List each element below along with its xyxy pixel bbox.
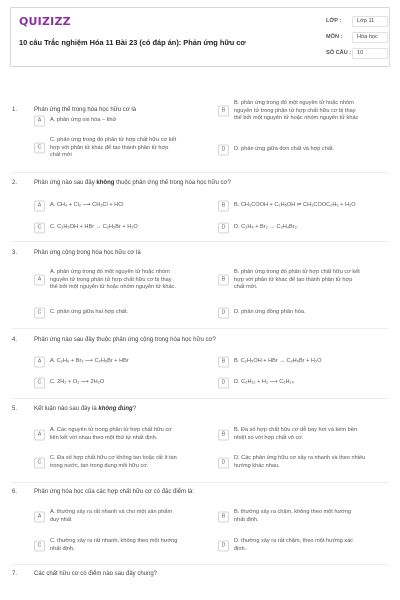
question-text: Các chất hữu cơ có điểm nào sau đây chung?	[34, 571, 158, 577]
option-text: D. phản ứng đồng phân hóa.	[234, 309, 306, 315]
option-badge: A	[34, 201, 45, 212]
option-text: A. phản ứng oxi hóa – khử	[50, 117, 117, 123]
question-number: 5.	[12, 406, 18, 412]
option-text-line: C. Đa số hợp chất hữu cơ không tan hoặc rất ít tan	[50, 455, 177, 461]
option-d[interactable]	[218, 223, 390, 233]
option-b[interactable]	[218, 509, 390, 524]
option-badge: B	[218, 106, 229, 117]
question-text: Kết luận nào sau đây là không đúng?	[34, 406, 137, 412]
question-divider	[12, 482, 388, 483]
option-b[interactable]	[218, 201, 390, 211]
option-c[interactable]	[34, 223, 214, 233]
option-text-line: chất mới.	[234, 284, 258, 290]
option-text-line: chất mới	[50, 152, 72, 158]
option-c[interactable]	[34, 378, 214, 388]
question-number: 1.	[12, 107, 18, 113]
quizizz-logo: QUIZIZZ	[19, 15, 71, 28]
option-d[interactable]	[218, 455, 390, 470]
option-c[interactable]	[34, 308, 214, 318]
option-text: C. 2H₂ + O₂ ⟶ 2H₂O	[50, 379, 105, 385]
meta-subject	[326, 34, 388, 48]
option-a[interactable]	[34, 116, 214, 126]
meta-count-value: 10	[352, 48, 388, 59]
option-text-line: trong nước, tan trong dung môi hữu cơ.	[50, 462, 149, 469]
option-text-line: nguyên tử trong phân tử hợp chất hữu cơ bị thay	[50, 276, 172, 283]
option-text-line: liên kết với nhau theo một thứ tự nhất định.	[50, 434, 158, 441]
question-text: Phản ứng cộng trong hóa học hữu cơ là	[34, 250, 141, 256]
option-badge: B	[218, 201, 229, 212]
option-b[interactable]	[218, 100, 390, 122]
option-text-line: A. phản ứng trong đó một nguyên tử hoặc nhóm	[50, 269, 170, 275]
option-d[interactable]	[218, 378, 390, 388]
worksheet-title: 10 câu Trắc nghiệm Hóa 11 Bài 23 (có đáp án): Phản ứng hữu cơ	[19, 38, 246, 47]
question-text: Phản ứng nào sau đây thuộc phản ứng cộng trong hóa học hữu cơ?	[34, 337, 216, 343]
option-a[interactable]	[34, 201, 214, 211]
option-text: B. CH₃COOH + C₂H₅OH ⇌ CH₃COOC₂H₅ + H₂O	[234, 202, 356, 208]
meta-count-label: SỐ CÂU :	[326, 50, 352, 56]
option-badge: D	[218, 540, 229, 551]
option-text: D. phản ứng giữa đơn chất và hợp chất.	[234, 146, 335, 152]
option-b[interactable]	[218, 357, 390, 367]
option-c[interactable]	[34, 538, 214, 553]
option-text-line: B. Đa số hợp chất hữu cơ dễ bay hơi và kém bền	[234, 427, 357, 433]
option-a[interactable]	[34, 509, 214, 524]
option-badge: A	[34, 275, 45, 286]
option-text-line: thế bởi một nguyên tử hoặc nhóm nguyên tử khác.	[50, 284, 176, 290]
option-badge: D	[218, 457, 229, 468]
option-text-line: B. thường xảy ra chậm, không theo một hướng	[234, 509, 352, 515]
option-text-line: B. phản ứng trong đó một nguyên tử hoặc nhóm	[234, 100, 354, 106]
meta-class-value: Lớp 11	[352, 16, 388, 27]
option-d[interactable]	[218, 538, 390, 553]
question-divider	[12, 241, 388, 242]
option-text-line: C. thường xảy ra rất nhanh, không theo một hướng	[50, 538, 178, 544]
option-badge: A	[34, 357, 45, 368]
option-text: A. C₂H₆ + Br₂ ⟶ C₂H₅Br + HBr	[50, 358, 129, 364]
option-text-line: A. thường xảy ra rất nhanh và cho một sản phẩm	[50, 509, 173, 515]
option-b[interactable]	[218, 269, 390, 291]
option-c[interactable]	[34, 455, 214, 470]
option-c[interactable]	[34, 137, 214, 159]
option-badge: B	[218, 275, 229, 286]
option-badge: A	[34, 116, 45, 127]
question-number: 2.	[12, 180, 18, 186]
option-b[interactable]	[218, 427, 390, 442]
option-text: D. C₆H₁₂ + H₂ ⟶ C₆H₁₄	[234, 379, 294, 385]
worksheet-header	[10, 7, 390, 67]
option-text: A. CH₄ + Cl₂ ⟶ CH₃Cl + HCl	[50, 202, 124, 208]
option-badge: C	[34, 540, 45, 551]
question-number: 6.	[12, 489, 18, 495]
option-badge: A	[34, 429, 45, 440]
option-text-line: nhất định.	[50, 545, 75, 552]
option-a[interactable]	[34, 357, 214, 367]
option-text: D. C₂H₄ + Br₂ → C₂H₄Br₂.	[234, 224, 299, 230]
option-badge: B	[218, 357, 229, 368]
option-text: C. phản ứng giữa hai hợp chất.	[50, 309, 129, 315]
question-divider	[12, 172, 388, 173]
option-d[interactable]	[218, 145, 390, 155]
question-number: 7.	[12, 571, 18, 577]
question-number: 4.	[12, 337, 18, 343]
option-a[interactable]	[34, 269, 214, 291]
option-text-line: B. phản ứng trong đó phân tử hợp chất hữu cơ kết	[234, 269, 360, 275]
option-badge: B	[218, 511, 229, 522]
option-a[interactable]	[34, 427, 214, 442]
option-text-line: nguyên tử trong phân tử hợp chất hữu cơ bị thay	[234, 107, 356, 114]
option-text-line: D. thường xảy ra rất chậm, theo một hướng xác	[234, 538, 353, 544]
question-divider	[12, 398, 388, 399]
meta-count	[326, 50, 388, 64]
question-divider	[12, 564, 388, 565]
option-d[interactable]	[218, 308, 390, 318]
option-badge: D	[218, 223, 229, 234]
meta-class-label: LỚP :	[326, 18, 342, 24]
question-text: Phản ứng thế trong hóa học hữu cơ là	[34, 107, 137, 113]
option-badge: C	[34, 143, 45, 154]
option-badge: C	[34, 457, 45, 468]
option-text-line: nhiệt so với hợp chất vô cơ.	[234, 434, 304, 441]
option-text-line: duy nhất	[50, 516, 72, 523]
meta-subject-label: MÔN :	[326, 34, 343, 40]
option-badge: D	[218, 378, 229, 389]
option-text-line: C. phản ứng trong đó phân tử hợp chất hữu cơ kết	[50, 137, 177, 143]
question-text: Phản ứng nào sau đây không thuộc phản ứng thế trong hóa học hữu cơ?	[34, 180, 231, 186]
option-text-line: thế bởi một nguyên tử hoặc nhóm nguyên tử khác	[234, 115, 359, 121]
option-badge: C	[34, 308, 45, 319]
question-number: 3.	[12, 250, 18, 256]
option-badge: D	[218, 308, 229, 319]
option-text-line: hợp với phân tử khác để tạo thành phân tử hợp	[234, 276, 353, 283]
option-text-line: D. Các phản ứng hữu cơ xảy ra nhanh và theo nhiều	[234, 455, 366, 461]
option-badge: C	[34, 223, 45, 234]
option-text: C. C₂H₅OH + HBr → C₂H₅Br + H₂O	[50, 224, 138, 230]
meta-subject-value: Hóa học	[352, 32, 388, 43]
meta-class	[326, 18, 388, 32]
option-badge: C	[34, 378, 45, 389]
option-badge: B	[218, 429, 229, 440]
option-badge: D	[218, 145, 229, 156]
option-text-line: nhất định.	[234, 516, 259, 523]
question-text: Phản ứng hóa học của các hợp chất hữu cơ có đặc điểm là:	[34, 489, 194, 495]
option-badge: A	[34, 511, 45, 522]
option-text: B. C₂H₅OH + HBr → C₂H₅Br + H₂O	[234, 358, 322, 364]
option-text-line: hướng khác nhau.	[234, 462, 280, 469]
question-divider	[12, 328, 388, 329]
option-text-line: hợp với phân tử khác để tạo thành phân tử hợp	[50, 144, 169, 151]
option-text-line: định.	[234, 545, 247, 552]
option-text-line: A. Các nguyên tử trong phân tử hợp chất hữu cơ	[50, 427, 172, 433]
